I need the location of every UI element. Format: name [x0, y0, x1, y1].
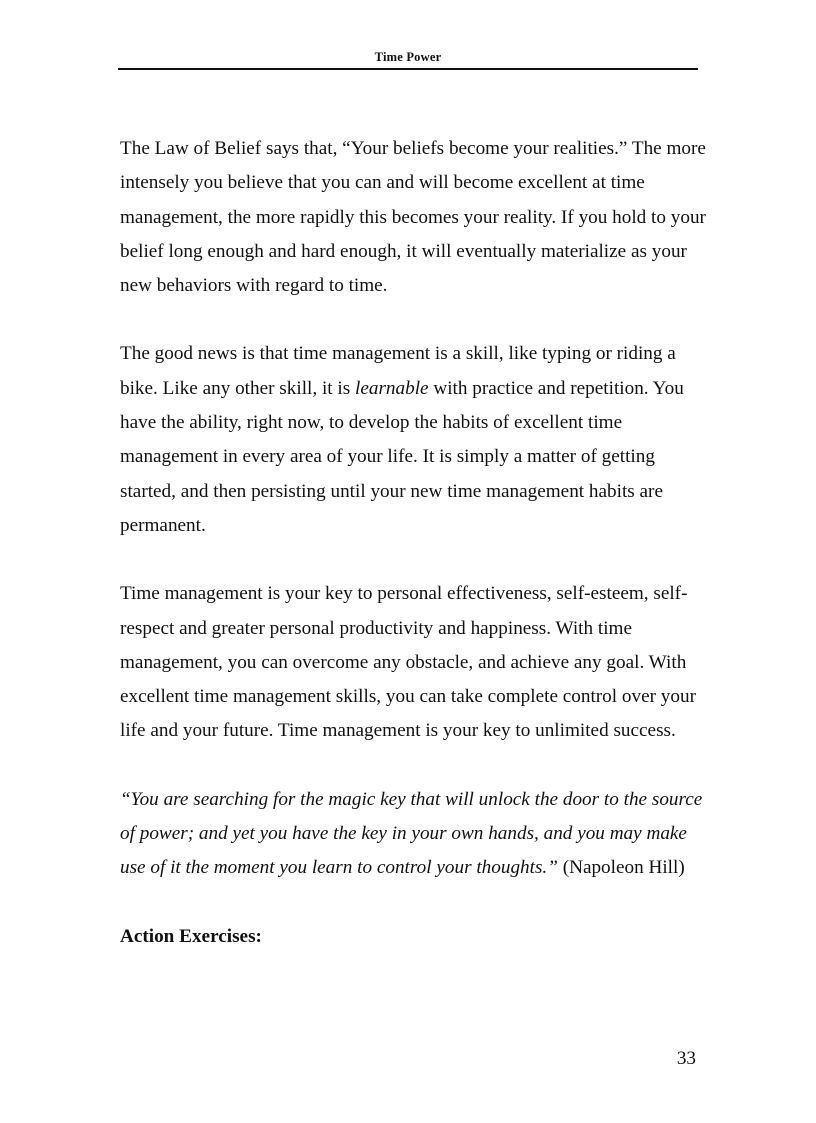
quote-line	[120, 851, 700, 885]
paragraph-law-of-belief	[120, 132, 706, 303]
text-segment: bike. Like any other skill, it is	[120, 377, 356, 399]
quote-attribution: (Napoleon Hill)	[557, 857, 685, 879]
body-text	[120, 132, 706, 954]
text-line: Time management is your key to personal effectiveness, self-esteem, self-	[120, 583, 688, 605]
text-line: respect and greater personal productivity and happiness. With time	[120, 617, 632, 639]
text-line: life and your future. Time management is your key to unlimited success.	[120, 720, 676, 742]
text-line	[120, 372, 700, 406]
text-line: intensely you believe that you can and will become excellent at time	[120, 172, 645, 194]
quote-napoleon-hill	[120, 783, 703, 886]
text-line: management in every area of your life. It is simply a matter of getting	[120, 446, 655, 468]
text-line: belief long enough and hard enough, it will eventually materialize as your	[120, 240, 687, 262]
quote-segment: use of it the moment you learn to control your thoughts.”	[120, 857, 558, 879]
emphasis-learnable: learnable	[355, 377, 429, 399]
page-number: 33	[676, 1048, 696, 1069]
text-line: management, the more rapidly this becomes your reality. If you hold to your	[120, 206, 706, 228]
running-header: Time Power	[374, 50, 442, 64]
section-heading-action-exercises: Action Exercises:	[120, 925, 262, 947]
header-rule	[118, 68, 698, 70]
text-line: management, you can overcome any obstacle, and achieve any goal. With	[120, 651, 687, 673]
paragraph-key-to-effectiveness	[120, 577, 700, 748]
paragraph-good-news	[120, 337, 700, 543]
text-line: started, and then persisting until your new time management habits are	[120, 480, 663, 502]
text-line: new behaviors with regard to time.	[120, 275, 388, 297]
text-segment: with practice and repetition. You	[428, 377, 684, 399]
quote-line: “You are searching for the magic key that will unlock the door to the source	[120, 788, 703, 810]
text-line: The good news is that time management is a skill, like typing or riding a	[120, 343, 676, 365]
text-line: permanent.	[120, 514, 206, 536]
text-line: The Law of Belief says that, “Your beliefs become your realities.” The more	[120, 138, 706, 159]
text-line: excellent time management skills, you can take complete control over your	[120, 686, 696, 708]
text-line: have the ability, right now, to develop the habits of excellent time	[120, 412, 623, 434]
quote-line: of power; and yet you have the key in your own hands, and you may make	[120, 823, 687, 845]
